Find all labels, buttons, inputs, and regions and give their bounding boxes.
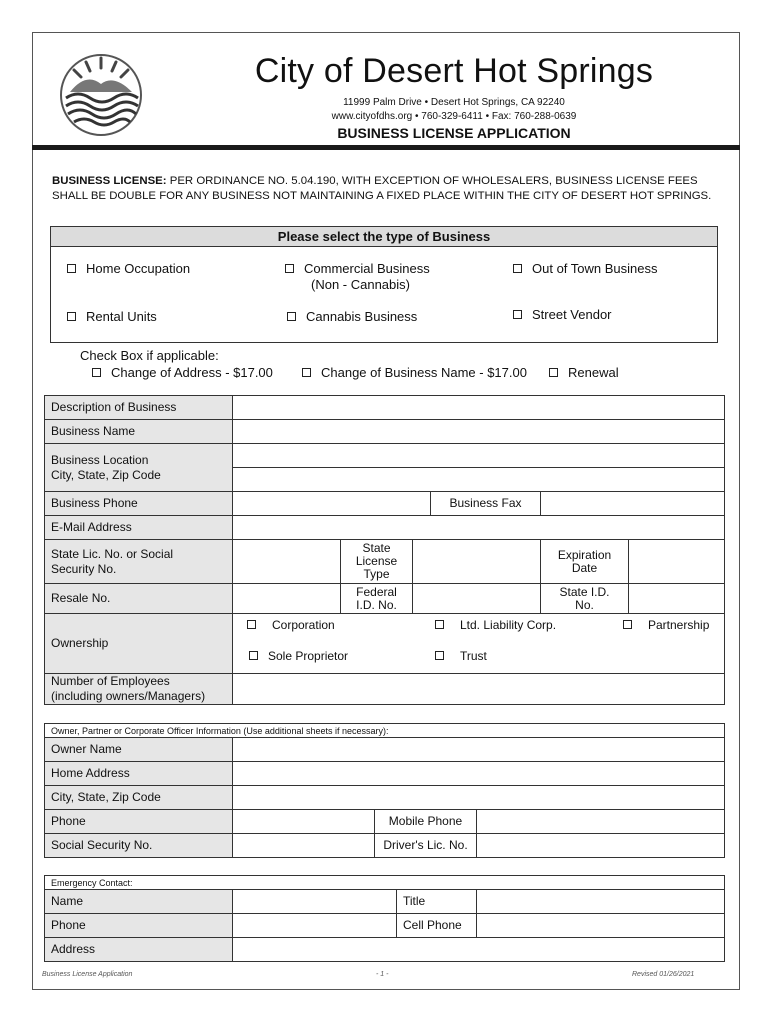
label-business-name: Business Name [45, 420, 233, 444]
ownership-llc[interactable]: Ltd. Liability Corp. [435, 618, 556, 633]
label-drivers-license: Driver's Lic. No. [375, 834, 477, 858]
business-city-field[interactable] [233, 468, 725, 492]
employees-field[interactable] [233, 674, 725, 705]
emergency-phone-field[interactable] [233, 914, 397, 938]
applicable-label: Check Box if applicable: [80, 348, 219, 363]
label-ssn: Social Security No. [45, 834, 233, 858]
label-owner-phone: Phone [45, 810, 233, 834]
owner-city-field[interactable] [233, 786, 725, 810]
label-emergency-name: Name [45, 890, 233, 914]
checkbox-icon[interactable] [287, 312, 296, 321]
option-renewal[interactable]: Renewal [549, 365, 619, 380]
state-license-type-field[interactable] [413, 540, 541, 584]
ownership-options [233, 614, 725, 674]
city-logo [56, 52, 146, 138]
label-owner-name: Owner Name [45, 738, 233, 762]
footer-form-name: Business License Application [42, 971, 133, 978]
business-location-field[interactable] [233, 444, 725, 468]
address-line: 11999 Palm Drive • Desert Hot Springs, CA 92240 [343, 97, 565, 108]
label-owner-city: City, State, Zip Code [45, 786, 233, 810]
state-id-field[interactable] [629, 584, 725, 614]
label-emergency-title: Title [397, 890, 477, 914]
cell-phone-field[interactable] [477, 914, 725, 938]
emergency-address-field[interactable] [233, 938, 725, 962]
checkbox-icon[interactable] [513, 264, 522, 273]
city-title: City of Desert Hot Springs [254, 52, 654, 90]
checkbox-icon[interactable] [435, 651, 444, 660]
checkbox-icon[interactable] [67, 264, 76, 273]
label-ownership: Ownership [45, 614, 233, 674]
option-change-address[interactable]: Change of Address - $17.00 [92, 365, 273, 380]
drivers-license-field[interactable] [477, 834, 725, 858]
city-address [234, 96, 674, 124]
form-title: BUSINESS LICENSE APPLICATION [337, 125, 571, 141]
option-cannabis-business[interactable]: Cannabis Business [287, 309, 417, 325]
label-description: Description of Business [45, 396, 233, 420]
business-info-table [44, 395, 725, 705]
checkbox-icon[interactable] [247, 620, 256, 629]
label-business-fax: Business Fax [431, 492, 541, 516]
option-commercial-business[interactable]: Commercial Business (Non - Cannabis) [285, 261, 430, 293]
label-employees: Number of Employees (including owners/Managers) [45, 674, 233, 705]
label-cell-phone: Cell Phone [397, 914, 477, 938]
label-state-license-type: State License Type [341, 540, 413, 584]
checkbox-icon[interactable] [549, 368, 558, 377]
option-out-of-town[interactable]: Out of Town Business [513, 261, 658, 277]
checkbox-icon[interactable] [513, 310, 522, 319]
checkbox-icon[interactable] [67, 312, 76, 321]
business-type-heading: Please select the type of Business [51, 227, 717, 247]
notice-label: BUSINESS LICENSE: [52, 175, 167, 187]
owner-phone-field[interactable] [233, 810, 375, 834]
home-address-field[interactable] [233, 762, 725, 786]
owner-section-heading: Owner, Partner or Corporate Officer Information (Use additional sheets if necessary): [45, 724, 725, 738]
ownership-partnership[interactable]: Partnership [623, 618, 709, 633]
label-business-location: Business Location City, State, Zip Code [45, 444, 233, 492]
label-business-phone: Business Phone [45, 492, 233, 516]
license-notice [52, 174, 712, 204]
mobile-phone-field[interactable] [477, 810, 725, 834]
label-mobile-phone: Mobile Phone [375, 810, 477, 834]
resale-field[interactable] [233, 584, 341, 614]
business-type-box [50, 226, 718, 343]
checkbox-icon[interactable] [435, 620, 444, 629]
checkbox-icon[interactable] [285, 264, 294, 273]
checkbox-icon[interactable] [92, 368, 101, 377]
owner-name-field[interactable] [233, 738, 725, 762]
owner-info-table [44, 723, 725, 858]
expiration-date-field[interactable] [629, 540, 725, 584]
option-change-name[interactable]: Change of Business Name - $17.00 [302, 365, 527, 380]
label-resale: Resale No. [45, 584, 233, 614]
business-name-field[interactable] [233, 420, 725, 444]
emergency-contact-table [44, 875, 725, 962]
option-home-occupation[interactable]: Home Occupation [67, 261, 190, 277]
business-phone-field[interactable] [233, 492, 431, 516]
label-emergency-phone: Phone [45, 914, 233, 938]
emergency-name-field[interactable] [233, 890, 397, 914]
label-federal-id: Federal I.D. No. [341, 584, 413, 614]
label-home-address: Home Address [45, 762, 233, 786]
checkbox-icon[interactable] [302, 368, 311, 377]
header-divider [32, 145, 740, 150]
ssn-field[interactable] [233, 834, 375, 858]
checkbox-icon[interactable] [249, 651, 258, 660]
notice-text: PER ORDINANCE NO. 5.04.190, WITH EXCEPTION OF WHOLESALERS, BUSINESS LICENSE FEES SHALL BE DOUBLE FOR ANY BUSINESS NOT MAINTAINING A FIXED PLACE WITHIN THE CITY OF DESERT HOT SPRINGS. [52, 175, 712, 202]
email-field[interactable] [233, 516, 725, 540]
label-expiration-date: Expiration Date [541, 540, 629, 584]
description-field[interactable] [233, 396, 725, 420]
ownership-corporation[interactable]: Corporation [247, 618, 335, 633]
label-emergency-address: Address [45, 938, 233, 962]
emergency-title-field[interactable] [477, 890, 725, 914]
footer-page-number: - 1 - [376, 971, 389, 978]
business-fax-field[interactable] [541, 492, 725, 516]
state-lic-field[interactable] [233, 540, 341, 584]
footer-revision: Revised 01/26/2021 [632, 971, 695, 978]
label-email: E-Mail Address [45, 516, 233, 540]
option-street-vendor[interactable]: Street Vendor [513, 307, 612, 323]
option-rental-units[interactable]: Rental Units [67, 309, 157, 325]
ownership-sole-proprietor[interactable]: Sole Proprietor [249, 649, 348, 664]
emergency-section-heading: Emergency Contact: [45, 876, 725, 890]
federal-id-field[interactable] [413, 584, 541, 614]
label-state-lic: State Lic. No. or Social Security No. [45, 540, 233, 584]
ownership-trust[interactable]: Trust [435, 649, 487, 664]
checkbox-icon[interactable] [623, 620, 632, 629]
contact-line: www.cityofdhs.org • 760-329-6411 • Fax: 760-288-0639 [331, 111, 577, 122]
label-state-id: State I.D. No. [541, 584, 629, 614]
